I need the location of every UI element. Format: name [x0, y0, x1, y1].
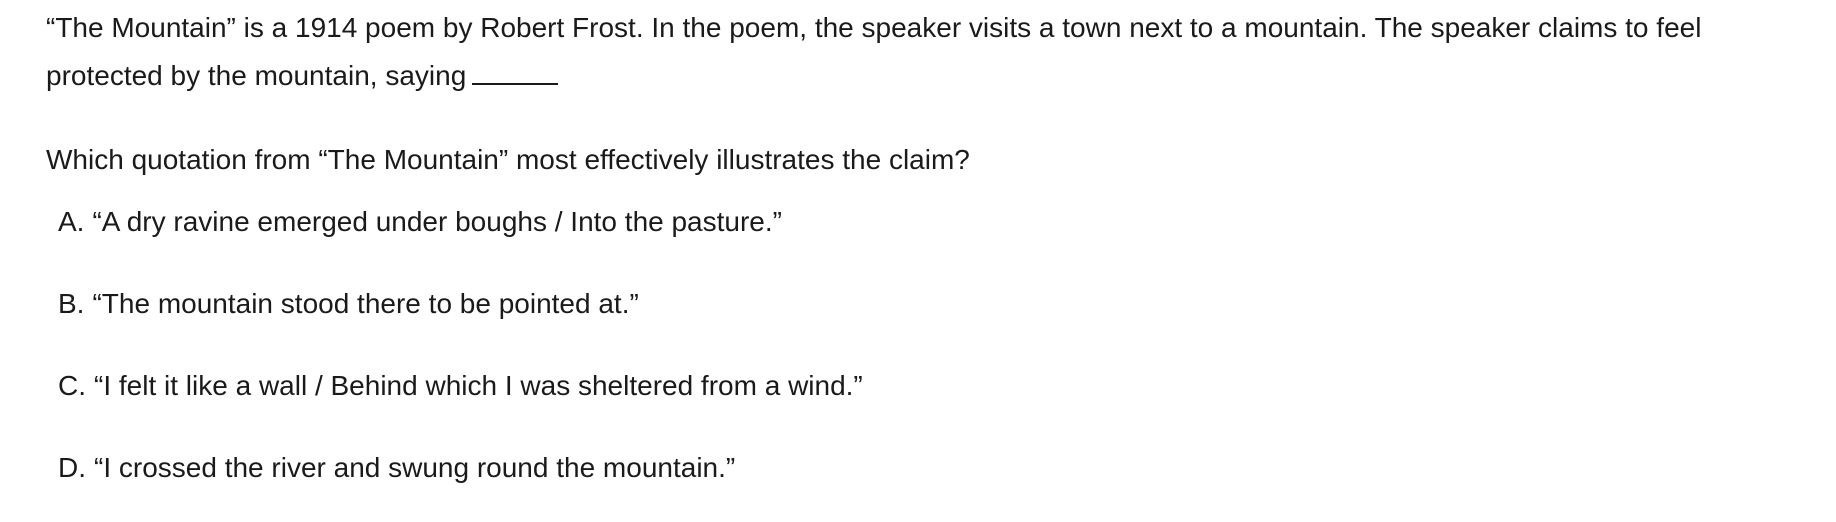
choice-text: “A dry ravine emerged under boughs / Into the pasture.”	[92, 206, 782, 237]
choice-text: “I crossed the river and swung round the mountain.”	[94, 452, 736, 483]
choice-letter: A.	[58, 206, 85, 237]
choice-text: “The mountain stood there to be pointed at.”	[92, 288, 639, 319]
passage	[46, 4, 1766, 100]
passage-text: “The Mountain” is a 1914 poem by Robert Frost. In the poem, the speaker visits a town next to a mountain. The speaker claims to feel protected by the mountain, saying	[46, 12, 1702, 91]
choice-a[interactable]	[58, 202, 1836, 242]
choice-text: “I felt it like a wall / Behind which I was sheltered from a wind.”	[94, 370, 863, 401]
choice-b[interactable]	[58, 284, 1836, 324]
choice-d[interactable]	[58, 448, 1836, 488]
answer-blank	[472, 82, 558, 85]
choice-letter: D.	[58, 452, 86, 483]
choice-letter: B.	[58, 288, 85, 319]
choice-c[interactable]	[58, 366, 1836, 406]
answer-choices	[46, 202, 1836, 488]
choice-letter: C.	[58, 370, 86, 401]
question-prompt: Which quotation from “The Mountain” most effectively illustrates the claim?	[46, 144, 970, 175]
